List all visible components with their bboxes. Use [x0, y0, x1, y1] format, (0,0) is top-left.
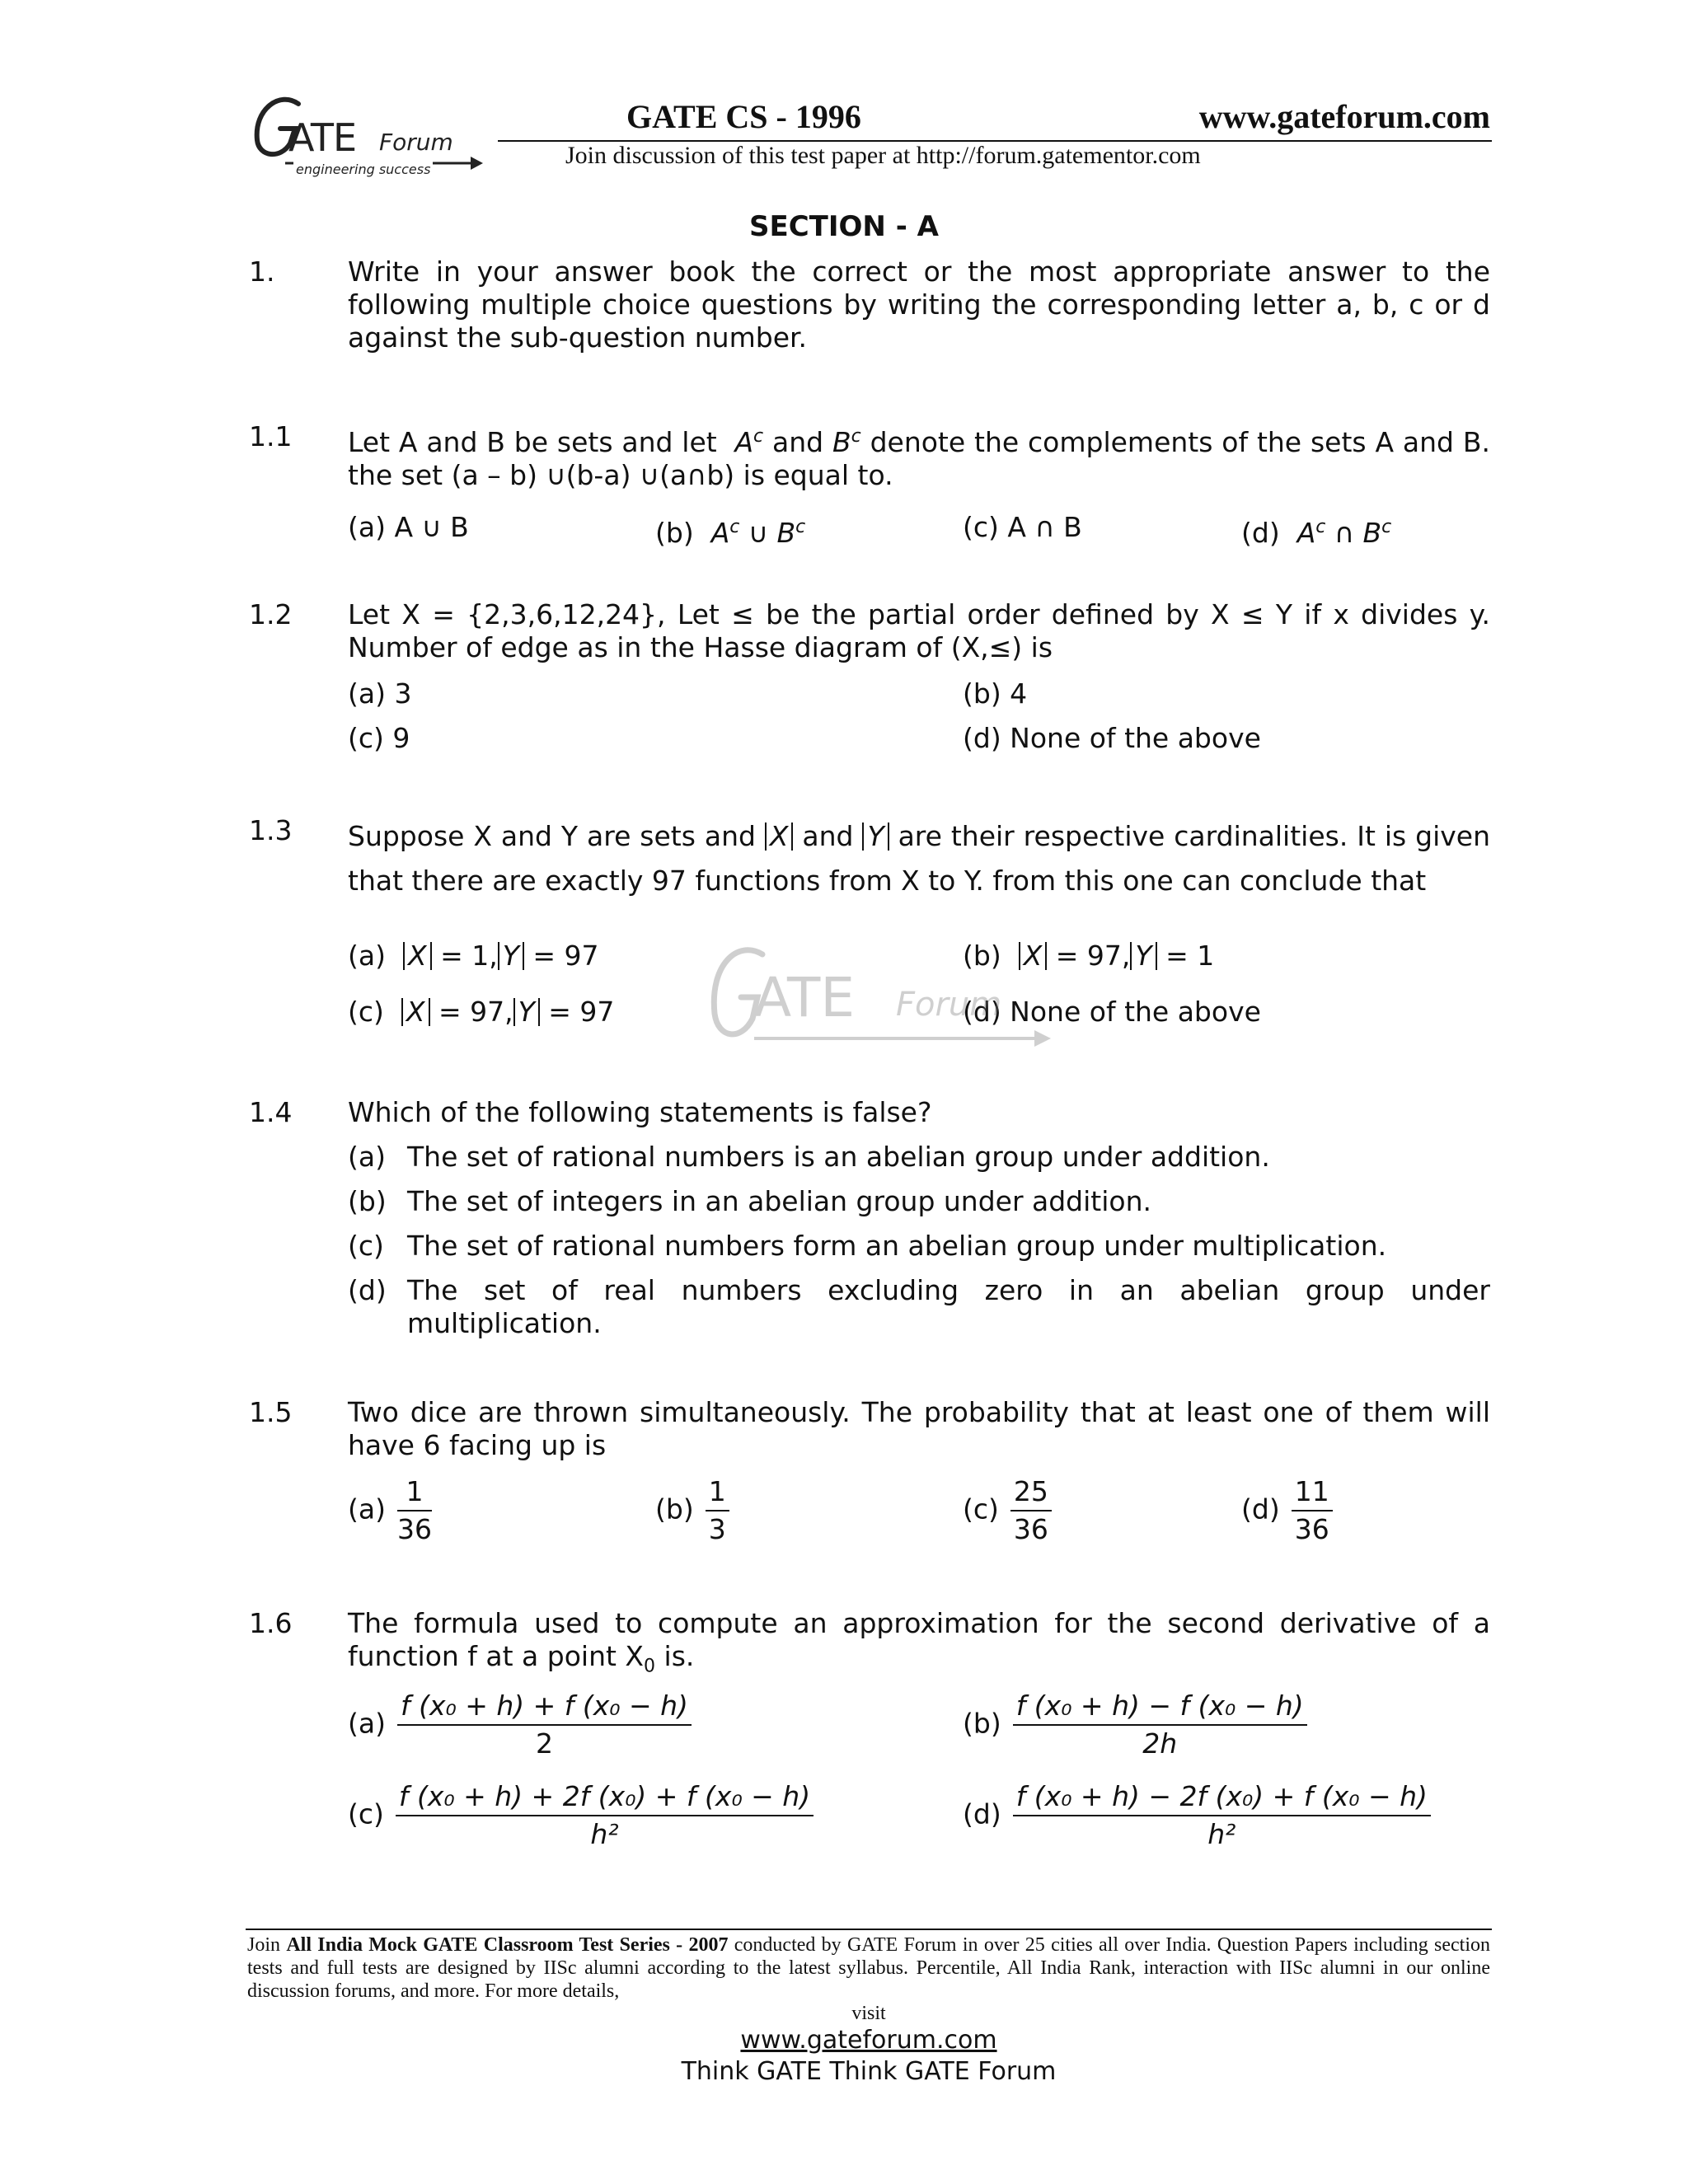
- logo-forum-text: Forum: [379, 129, 453, 156]
- question-number: 1.5: [249, 1396, 293, 1428]
- question-text: Let X = {2,3,6,12,24}, Let ≤ be the partial order defined by X ≤ Y if x divides y. Number of edge as in the Hasse diagram of (X,≤) is: [348, 598, 1490, 663]
- option-d[interactable]: (d) $\frac{11}{36}$: [1241, 1475, 1333, 1546]
- question-number: 1.3: [249, 814, 293, 846]
- option-a[interactable]: (a) X = 1, Y = 97: [348, 940, 599, 972]
- question-text: Which of the following statements is false?: [348, 1096, 932, 1128]
- question-number: 1.1: [249, 420, 293, 452]
- header-website[interactable]: www.gateforum.com: [1198, 98, 1490, 135]
- footer-visit: visit: [851, 2003, 886, 2024]
- question-text: Write in your answer book the correct or the most appropriate answer to the following multiple choice questions by writing the corresponding letter a, b, c or d against the sub-question number.: [348, 255, 1490, 354]
- question-text: Let A and B be sets and let $A^c$ and $B^c$ denote the complements of the sets A and B. the set (a – b) ∪(b-a) ∪(a∩b) is equal to.: [348, 426, 1490, 491]
- header-title: GATE CS - 1996: [626, 98, 861, 135]
- header-subtitle: Join discussion of this test paper at http://forum.gatementor.com: [565, 142, 1201, 169]
- option-c[interactable]: (c) $\frac{25}{36}$: [963, 1475, 1052, 1546]
- option-b[interactable]: (b) $\frac{1}{3}$: [655, 1475, 729, 1546]
- watermark-main-text: ATE: [754, 966, 856, 1029]
- question-number: 1.6: [249, 1607, 293, 1639]
- footer-promo: Join All India Mock GATE Classroom Test Series - 2007 conducted by GATE Forum in over 25 cities all over India. Question Papers including section tests and full tests are designed by IISc alumni according to the latest syllabus. Percentile, All India Rank, interaction with IISc alumni in our online discussion forums, and more. For more details,: [247, 1934, 1490, 2002]
- option-c[interactable]: (c) $\frac{\text{f (x₀ + h) + 2f (x₀) + f (x₀ − h)}}{\text{h²}}$: [348, 1780, 814, 1851]
- option-b[interactable]: (b) The set of integers in an abelian group under addition.: [348, 1185, 1152, 1217]
- question-number: 1.: [249, 255, 275, 288]
- option-b[interactable]: (b) 4: [963, 677, 1028, 710]
- option-c[interactable]: (c) 9: [348, 722, 410, 754]
- option-c[interactable]: (c) A ∩ B: [963, 511, 1082, 543]
- question-text: The formula used to compute an approximation for the second derivative of a function f at a point $X_0$ is.: [348, 1607, 1490, 1677]
- watermark: [705, 940, 1034, 1063]
- option-b[interactable]: (b) X = 97, Y = 1: [963, 940, 1215, 972]
- option-b[interactable]: (b) $\frac{\text{f (x₀ + h) − f (x₀ − h)}}{2h}$: [963, 1690, 1307, 1760]
- option-a[interactable]: (a) 3: [348, 677, 412, 710]
- question-number: 1.4: [249, 1096, 293, 1128]
- option-c[interactable]: (c) The set of rational numbers form an abelian group under multiplication.: [348, 1230, 1387, 1262]
- option-b[interactable]: (b) $A^c$ ∪ $B^c$: [655, 517, 806, 549]
- watermark-forum-text: Forum: [896, 986, 1002, 1024]
- option-d[interactable]: (d) $A^c$ ∩ $B^c$: [1241, 517, 1392, 549]
- question-text: Suppose X and Y are sets and X and Y are their respective cardinalities. It is given that there are exactly 97 functions from X to Y. from this one can conclude that: [348, 820, 1490, 897]
- question-number: 1.2: [249, 598, 293, 630]
- section-title: SECTION - A: [749, 210, 939, 243]
- footer-rule: [246, 1929, 1492, 1930]
- option-d[interactable]: (d) None of the above: [963, 722, 1261, 754]
- option-d[interactable]: (d) None of the above: [963, 996, 1261, 1028]
- option-d[interactable]: (d) The set of real numbers excluding zero in an abelian group under multiplication.: [348, 1274, 1490, 1339]
- logo-tagline: engineering success: [293, 162, 433, 177]
- option-c[interactable]: (c) X = 97, Y = 97: [348, 996, 615, 1028]
- option-d[interactable]: (d) $\frac{\text{f (x₀ + h) − 2f (x₀) + f (x₀ − h)}}{\text{h²}}$: [963, 1780, 1431, 1851]
- footer-link[interactable]: www.gateforum.com: [740, 2026, 997, 2055]
- option-a[interactable]: (a) $\frac{\text{f (x₀ + h) + f (x₀ − h)}}{2}$: [348, 1690, 692, 1760]
- option-a[interactable]: (a) The set of rational numbers is an abelian group under addition.: [348, 1141, 1270, 1173]
- footer-tagline: Think GATE Think GATE Forum: [681, 2057, 1057, 2086]
- watermark-arrow-icon: [754, 1029, 1051, 1048]
- option-a[interactable]: (a) $\frac{1}{36}$: [348, 1475, 432, 1545]
- option-a[interactable]: (a) A ∪ B: [348, 511, 469, 543]
- logo-main-text: ATE: [288, 115, 357, 160]
- gateforum-logo: [247, 92, 478, 175]
- question-text: Two dice are thrown simultaneously. The probability that at least one of them will have 6 facing up is: [348, 1396, 1490, 1461]
